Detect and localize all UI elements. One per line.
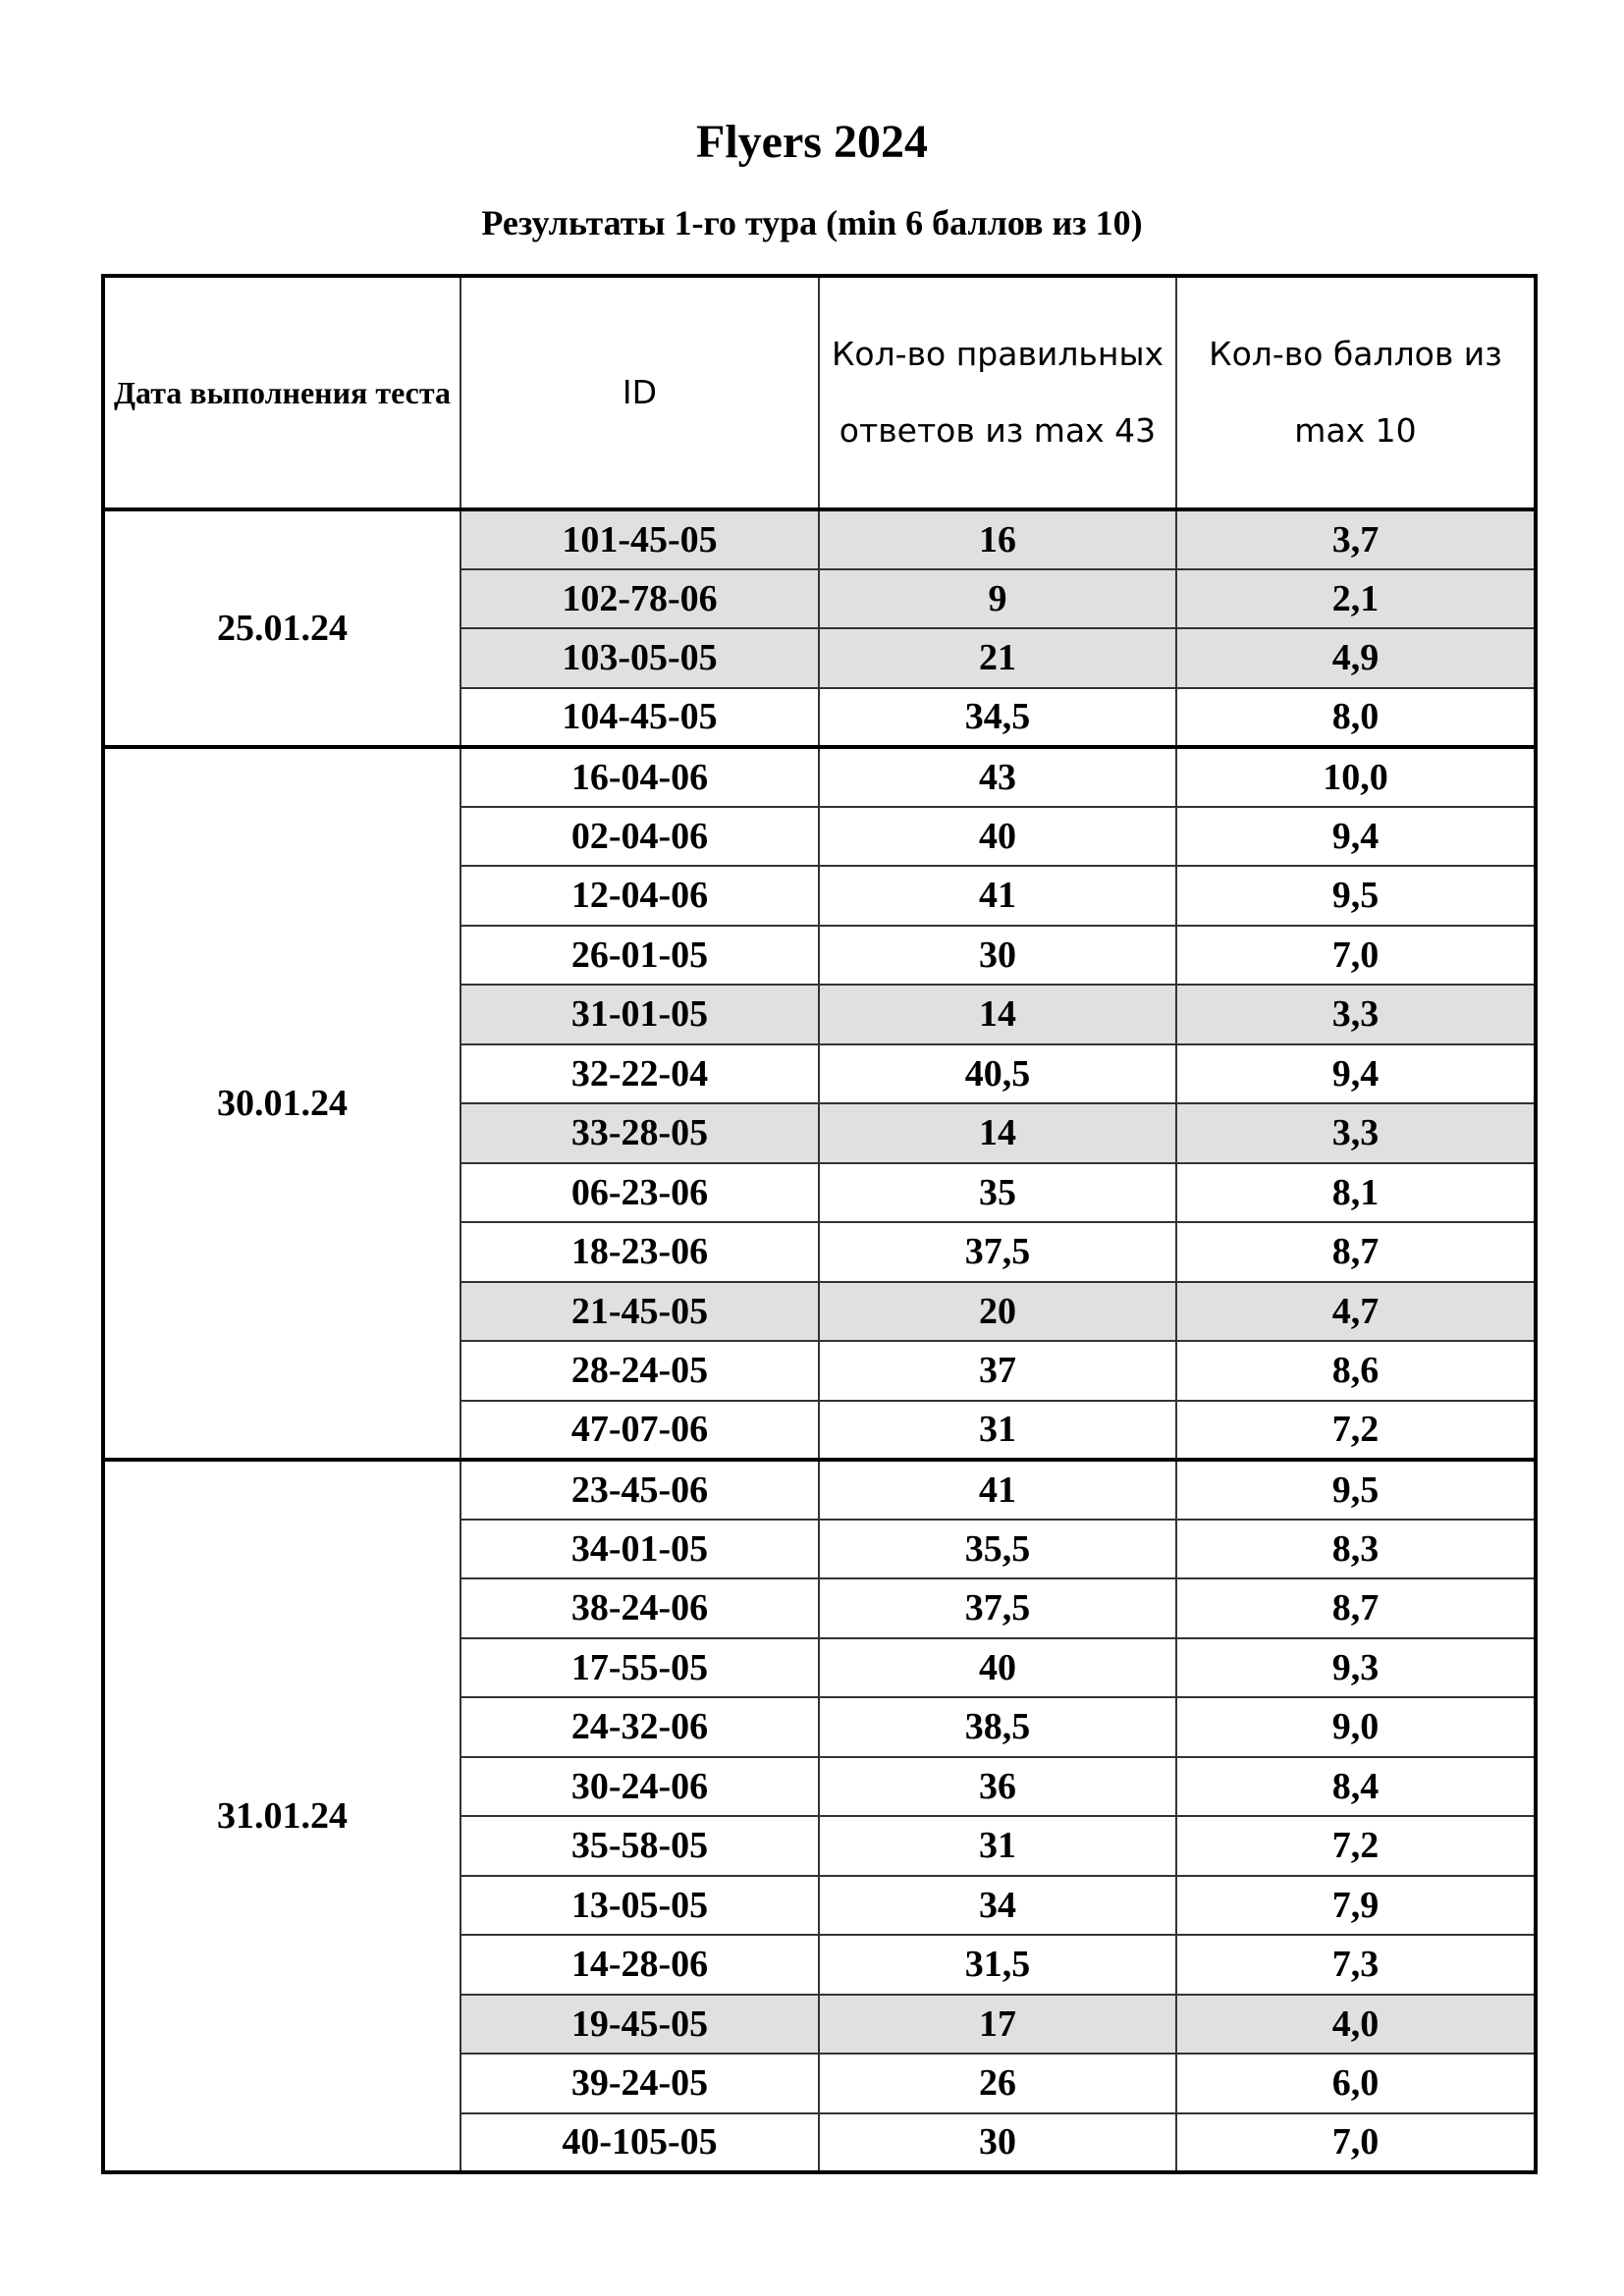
document-subtitle: Результаты 1-го тура (min 6 баллов из 10) — [481, 203, 1143, 242]
id-cell: 101-45-05 — [460, 509, 819, 569]
correct-answers-cell: 14 — [819, 1103, 1176, 1163]
score-cell: 4,9 — [1176, 628, 1536, 688]
date-group — [103, 509, 1536, 747]
id-cell: 35-58-05 — [460, 1816, 819, 1876]
score-cell: 7,2 — [1176, 1816, 1536, 1876]
id-cell: 34-01-05 — [460, 1520, 819, 1579]
correct-answers-cell: 37 — [819, 1341, 1176, 1401]
id-cell: 39-24-05 — [460, 2054, 819, 2113]
score-cell: 7,3 — [1176, 1935, 1536, 1995]
id-cell: 12-04-06 — [460, 866, 819, 926]
score-cell: 2,1 — [1176, 569, 1536, 629]
id-cell: 19-45-05 — [460, 1995, 819, 2055]
date-cell: 30.01.24 — [103, 747, 460, 1460]
correct-answers-cell: 30 — [819, 926, 1176, 986]
score-cell: 9,0 — [1176, 1697, 1536, 1757]
id-cell: 47-07-06 — [460, 1401, 819, 1461]
id-cell: 26-01-05 — [460, 926, 819, 986]
correct-answers-cell: 9 — [819, 569, 1176, 629]
correct-answers-cell: 35 — [819, 1163, 1176, 1223]
score-cell: 8,0 — [1176, 688, 1536, 748]
score-cell: 10,0 — [1176, 747, 1536, 807]
id-cell: 21-45-05 — [460, 1282, 819, 1342]
header-correct-answers: Кол-во правильных ответов из max 43 — [819, 276, 1176, 509]
correct-answers-cell: 41 — [819, 1460, 1176, 1520]
date-group — [103, 747, 1536, 1460]
date-group — [103, 1460, 1536, 2172]
correct-answers-cell: 16 — [819, 509, 1176, 569]
table-row — [103, 509, 1536, 569]
score-cell: 4,0 — [1176, 1995, 1536, 2055]
results-table — [101, 274, 1538, 2174]
correct-answers-cell: 14 — [819, 985, 1176, 1044]
score-cell: 9,3 — [1176, 1638, 1536, 1698]
score-cell: 7,2 — [1176, 1401, 1536, 1461]
correct-answers-cell: 40 — [819, 807, 1176, 867]
correct-answers-cell: 41 — [819, 866, 1176, 926]
score-cell: 9,5 — [1176, 866, 1536, 926]
correct-answers-cell: 20 — [819, 1282, 1176, 1342]
date-cell: 25.01.24 — [103, 509, 460, 747]
correct-answers-cell: 40,5 — [819, 1044, 1176, 1104]
header-date: Дата выполнения теста — [103, 276, 460, 509]
score-cell: 8,7 — [1176, 1578, 1536, 1638]
header-score: Кол-во баллов из max 10 — [1176, 276, 1536, 509]
score-cell: 4,7 — [1176, 1282, 1536, 1342]
id-cell: 33-28-05 — [460, 1103, 819, 1163]
correct-answers-cell: 43 — [819, 747, 1176, 807]
id-cell: 14-28-06 — [460, 1935, 819, 1995]
correct-answers-cell: 34 — [819, 1876, 1176, 1936]
id-cell: 16-04-06 — [460, 747, 819, 807]
id-cell: 40-105-05 — [460, 2113, 819, 2173]
correct-answers-cell: 35,5 — [819, 1520, 1176, 1579]
id-cell: 31-01-05 — [460, 985, 819, 1044]
correct-answers-cell: 26 — [819, 2054, 1176, 2113]
id-cell: 18-23-06 — [460, 1222, 819, 1282]
id-cell: 28-24-05 — [460, 1341, 819, 1401]
score-cell: 7,0 — [1176, 926, 1536, 986]
score-cell: 9,4 — [1176, 1044, 1536, 1104]
id-cell: 30-24-06 — [460, 1757, 819, 1817]
correct-answers-cell: 38,5 — [819, 1697, 1176, 1757]
id-cell: 24-32-06 — [460, 1697, 819, 1757]
score-cell: 8,1 — [1176, 1163, 1536, 1223]
document-title: Flyers 2024 — [696, 116, 928, 168]
header-id: ID — [460, 276, 819, 509]
correct-answers-cell: 34,5 — [819, 688, 1176, 748]
correct-answers-cell: 31 — [819, 1816, 1176, 1876]
correct-answers-cell: 21 — [819, 628, 1176, 688]
score-cell: 6,0 — [1176, 2054, 1536, 2113]
id-cell: 32-22-04 — [460, 1044, 819, 1104]
correct-answers-cell: 37,5 — [819, 1222, 1176, 1282]
table-header — [103, 276, 1536, 509]
header-row — [103, 276, 1536, 509]
id-cell: 23-45-06 — [460, 1460, 819, 1520]
id-cell: 38-24-06 — [460, 1578, 819, 1638]
table-row — [103, 747, 1536, 807]
score-cell: 9,4 — [1176, 807, 1536, 867]
id-cell: 103-05-05 — [460, 628, 819, 688]
correct-answers-cell: 40 — [819, 1638, 1176, 1698]
date-cell: 31.01.24 — [103, 1460, 460, 2172]
correct-answers-cell: 30 — [819, 2113, 1176, 2173]
score-cell: 8,6 — [1176, 1341, 1536, 1401]
score-cell: 3,7 — [1176, 509, 1536, 569]
correct-answers-cell: 31,5 — [819, 1935, 1176, 1995]
score-cell: 7,0 — [1176, 2113, 1536, 2173]
score-cell: 8,4 — [1176, 1757, 1536, 1817]
table-row — [103, 1460, 1536, 1520]
id-cell: 17-55-05 — [460, 1638, 819, 1698]
score-cell: 8,3 — [1176, 1520, 1536, 1579]
correct-answers-cell: 17 — [819, 1995, 1176, 2055]
correct-answers-cell: 31 — [819, 1401, 1176, 1461]
id-cell: 13-05-05 — [460, 1876, 819, 1936]
id-cell: 102-78-06 — [460, 569, 819, 629]
score-cell: 8,7 — [1176, 1222, 1536, 1282]
id-cell: 06-23-06 — [460, 1163, 819, 1223]
score-cell: 9,5 — [1176, 1460, 1536, 1520]
score-cell: 3,3 — [1176, 1103, 1536, 1163]
id-cell: 104-45-05 — [460, 688, 819, 748]
correct-answers-cell: 37,5 — [819, 1578, 1176, 1638]
correct-answers-cell: 36 — [819, 1757, 1176, 1817]
score-cell: 3,3 — [1176, 985, 1536, 1044]
score-cell: 7,9 — [1176, 1876, 1536, 1936]
id-cell: 02-04-06 — [460, 807, 819, 867]
